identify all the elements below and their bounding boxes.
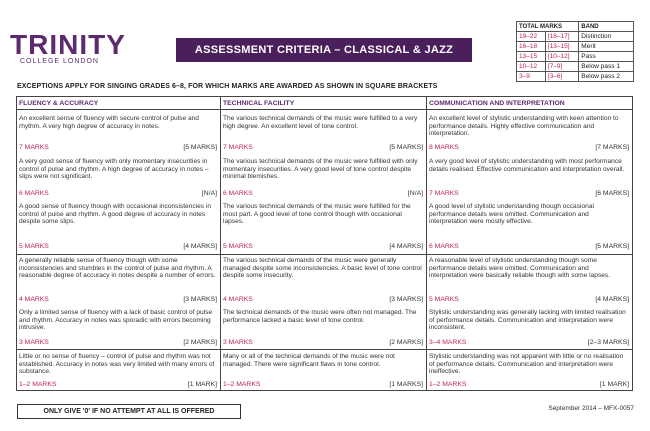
band-singing: [7–9] <box>545 62 578 72</box>
marks-label: 6 MARKS <box>19 190 49 197</box>
singing-marks: [2 MARKS] <box>183 339 217 346</box>
trinity-logo <box>10 29 130 65</box>
marks-label: 4 MARKS <box>223 296 253 303</box>
band-row <box>517 32 634 42</box>
criteria-grid <box>16 96 633 391</box>
marks-label: 5 MARKS <box>19 243 49 250</box>
marks-label: 1–2 MARKS <box>223 381 261 388</box>
logo-wordmark: TRINITY <box>10 29 126 60</box>
criterion-text: The various technical demands of the music were fulfilled to a very high degree. An excellent level of tone control. <box>223 115 418 130</box>
singing-marks: [2 MARKS] <box>389 339 423 346</box>
header-technical: TECHNICAL FACILITY <box>221 97 427 110</box>
band-row <box>517 42 634 52</box>
singing-marks: [5 MARKS] <box>595 243 629 250</box>
band-name: Below pass 1 <box>579 62 634 72</box>
band-row <box>517 52 634 62</box>
criterion-text: A reasonable level of stylistic understanding though some performance details were omitted. Communication and interpretation were basically reliable though with some lapses. <box>429 257 611 280</box>
marks-label: 1–2 MARKS <box>19 381 57 388</box>
criterion-text: An excellent sense of fluency with secure control of pulse and rhythm. A very high degree of accuracy in notes. <box>19 115 199 130</box>
criterion-text: The various technical demands of the music were fulfilled for the most part. A good level of tone control though with occasional lapses. <box>223 203 411 226</box>
marks-label: 7 MARKS <box>429 190 459 197</box>
singing-marks: [6 MARKS] <box>595 190 629 197</box>
exceptions-note: EXCEPTIONS APPLY FOR SINGING GRADES 6–8, FOR WHICH MARKS ARE AWARDED AS SHOWN IN SQUARE BRACKETS <box>17 83 438 90</box>
criterion-text: A very good level of stylistic understanding with most performance details realised. Effective communication and interpretation overall. <box>429 158 625 173</box>
singing-marks: [1 MARKS] <box>389 381 423 388</box>
page-title: ASSESSMENT CRITERIA – CLASSICAL & JAZZ <box>176 38 472 62</box>
band-marks: 3–9 <box>517 72 546 82</box>
criterion-text: Many or all of the technical demands of the music were not managed. There were significant flaws in tone control. <box>223 353 395 368</box>
singing-marks: [5 MARKS] <box>183 144 217 151</box>
criterion-text: Only a limited sense of fluency with a lack of basic control of pulse and rhythm. Accuracy in notes was sporadic with errors becoming intrusive. <box>19 309 213 332</box>
marks-label: 7 MARKS <box>19 144 49 151</box>
criterion-text: Stylistic understanding was generally lacking with limited realisation of performance details. Communication and interpretation were inconsistent. <box>429 309 626 332</box>
band-marks: 19–22 <box>517 32 546 42</box>
criterion-text: A generally reliable sense of fluency though with some inconsistencies and stumbles in the control of pulse and rhythm. A reasonable degree of accuracy in notes despite a number of errors. <box>19 257 216 280</box>
zero-marks-note: ONLY GIVE '0' IF NO ATTEMPT AT ALL IS OFFERED <box>17 404 241 419</box>
band-table <box>516 21 634 82</box>
singing-marks: [N/A] <box>201 190 217 197</box>
document-date: September 2014 – MFX-0057 <box>548 405 634 412</box>
singing-marks: [7 MARKS] <box>595 144 629 151</box>
marks-label: 5 MARKS <box>223 243 253 250</box>
band-row <box>517 72 634 82</box>
criterion-text: A very good sense of fluency with only momentary insecurities in control of pulse and rhythm. A high degree of accuracy in notes – slips were not significant. <box>19 158 209 181</box>
band-singing: [10–12] <box>545 52 578 62</box>
singing-marks: [5 MARKS] <box>389 144 423 151</box>
row-divider <box>17 349 632 350</box>
singing-marks: [3 MARKS] <box>183 296 217 303</box>
band-name: Merit <box>579 42 634 52</box>
marks-label: 3 MARKS <box>223 339 253 346</box>
marks-label: 7 MARKS <box>223 144 253 151</box>
singing-marks: [1 MARK] <box>187 381 217 388</box>
singing-marks: [N/A] <box>407 190 423 197</box>
band-singing: [3–6] <box>545 72 578 82</box>
band-singing: [16–17] <box>545 32 578 42</box>
criterion-text: The technical demands of the music were often not managed. The performance lacked a basic level of tone control. <box>223 309 417 324</box>
marks-label: 3 MARKS <box>19 339 49 346</box>
singing-marks: [2–3 MARKS] <box>587 339 629 346</box>
singing-marks: [3 MARKS] <box>389 296 423 303</box>
band-row <box>517 62 634 72</box>
criterion-text: The various technical demands of the music were fulfilled with only momentary insecurities. A very good level of tone control despite minimal blemishes. <box>223 158 418 181</box>
logo-subtitle: COLLEGE LONDON <box>20 58 99 65</box>
band-marks: 16–18 <box>517 42 546 52</box>
marks-label: 1–2 MARKS <box>429 381 467 388</box>
criterion-text: A good sense of fluency though with occasional inconsistencies in control of pulse and rhythm. A good degree of accuracy in notes despite some slips. <box>19 203 212 226</box>
band-name: Distinction <box>579 32 634 42</box>
criterion-text: A good level of stylistic understanding though occasional performance details were omitted. Communication and interpretation were mostly effective. <box>429 203 594 226</box>
singing-marks: [4 MARKS] <box>183 243 217 250</box>
marks-label: 4 MARKS <box>19 296 49 303</box>
marks-label: 5 MARKS <box>429 296 459 303</box>
marks-label: 6 MARKS <box>223 190 253 197</box>
singing-marks: [1 MARK] <box>599 381 629 388</box>
singing-marks: [4 MARKS] <box>389 243 423 250</box>
band-name: Below pass 2 <box>579 72 634 82</box>
band-header-band: BAND <box>579 22 634 32</box>
header-communication: COMMUNICATION AND INTERPRETATION <box>427 97 632 110</box>
singing-marks: [4 MARKS] <box>595 296 629 303</box>
criterion-text: Stylistic understanding was not apparent with little or no realisation of performance details. Communication and interpretation were ineffective. <box>429 353 624 376</box>
criterion-text: The various technical demands of the music were generally managed despite some inconsistencies. A basic level of tone control despite some insecurity. <box>223 257 422 280</box>
band-header-marks: TOTAL MARKS <box>517 22 579 32</box>
marks-label: 8 MARKS <box>429 144 459 151</box>
band-marks: 10–12 <box>517 62 546 72</box>
header-fluency: FLUENCY & ACCURACY <box>17 97 221 110</box>
marks-label: 3–4 MARKS <box>429 339 467 346</box>
criterion-text: An excellent level of stylistic understanding with keen attention to performance details. Highly effective communication and interpretation. <box>429 115 619 138</box>
row-divider <box>17 254 632 255</box>
marks-label: 6 MARKS <box>429 243 459 250</box>
criterion-text: Little or no sense of fluency – control of pulse and rhythm was not established. Accuracy in notes was very limited with many errors of substance. <box>19 353 215 376</box>
band-singing: [13–15] <box>545 42 578 52</box>
band-marks: 13–15 <box>517 52 546 62</box>
band-name: Pass <box>579 52 634 62</box>
